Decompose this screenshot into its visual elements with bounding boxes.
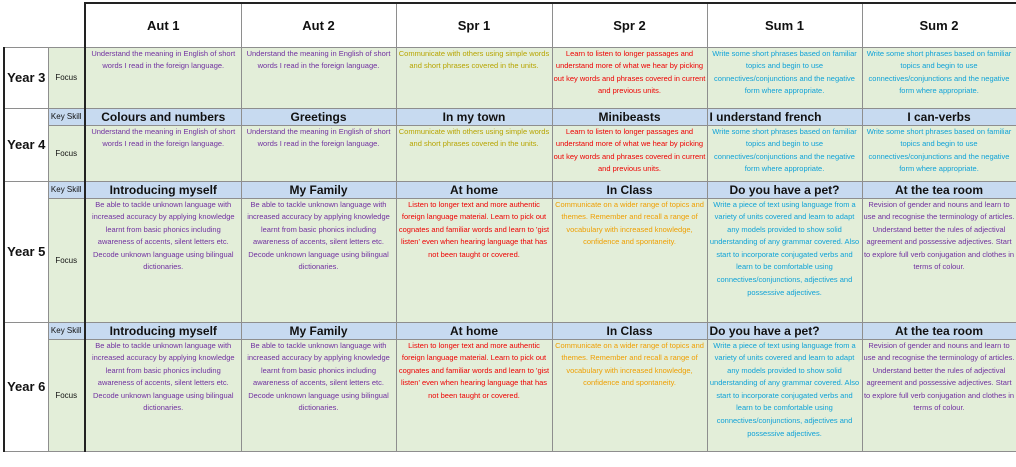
focus-cell: Write some short phrases based on familiar topics and begin to use connectives/conjunctions and the negative form where appropriate. xyxy=(707,47,862,108)
key-skill-cell: At the tea room xyxy=(862,322,1016,339)
key-skill-cell: At home xyxy=(396,181,552,198)
key-skill-cell: Do you have a pet? xyxy=(707,322,862,339)
key-skill-label: Key Skill xyxy=(48,322,85,339)
focus-cell: Understand the meaning in English of short words I read in the foreign language. xyxy=(85,125,241,181)
key-skill-label: Key Skill xyxy=(48,108,85,125)
year5-focus-row xyxy=(4,198,1016,322)
focus-cell: Understand the meaning in English of short words I read in the foreign language. xyxy=(85,47,241,108)
key-skill-cell: In Class xyxy=(552,322,707,339)
key-skill-cell: Do you have a pet? xyxy=(707,181,862,198)
year-label: Year 5 xyxy=(4,181,48,322)
year4-key-skill-row xyxy=(4,108,1016,125)
focus-cell: Revision of gender and nouns and learn to use and recognise the terminology of articles. Understand better the rules of adjectival agreement and possessive adjectives. Start to explore full verb conjugation and clothes in terms of colour. xyxy=(862,339,1016,451)
focus-cell: Communicate with others using simple words and short phrases covered in the units. xyxy=(396,125,552,181)
key-skill-cell: Greetings xyxy=(241,108,396,125)
column-header-aut1: Aut 1 xyxy=(85,3,241,47)
key-skill-cell: At home xyxy=(396,322,552,339)
focus-cell: Communicate on a wider range of topics and themes. Remember and recall a range of vocabulary with increased knowledge, confidence and spontaneity. xyxy=(552,198,707,322)
key-skill-cell: Colours and numbers xyxy=(85,108,241,125)
key-skill-cell: Introducing myself xyxy=(85,322,241,339)
year-label: Year 4 xyxy=(4,108,48,181)
focus-label: Focus xyxy=(48,47,85,108)
year6-focus-row xyxy=(4,339,1016,451)
year6-key-skill-row xyxy=(4,322,1016,339)
focus-cell: Be able to tackle unknown language with increased accuracy by applying knowledge learnt from basic phonics including awareness of accents, silent letters etc. Decode unknown language using bilingual dictionaries. xyxy=(241,198,396,322)
column-header-sum2: Sum 2 xyxy=(862,3,1016,47)
focus-cell: Understand the meaning in English of short words I read in the foreign language. xyxy=(241,47,396,108)
year-label: Year 3 xyxy=(4,47,48,108)
focus-cell: Be able to tackle unknown language with increased accuracy by applying knowledge learnt from basic phonics including awareness of accents, silent letters etc. Decode unknown language using bilingual dictionaries. xyxy=(85,198,241,322)
header-row xyxy=(4,3,1016,47)
key-skill-cell: I understand french xyxy=(707,108,862,125)
focus-cell: Communicate on a wider range of topics and themes. Remember and recall a range of vocabulary with increased knowledge, confidence and spontaneity. xyxy=(552,339,707,451)
key-skill-cell: Introducing myself xyxy=(85,181,241,198)
focus-cell: Learn to listen to longer passages and understand more of what we hear by picking out key words and phrases covered in current and previous units. xyxy=(552,47,707,108)
focus-cell: Be able to tackle unknown language with increased accuracy by applying knowledge learnt from basic phonics including awareness of accents, silent letters etc. Decode unknown language using bilingual dictionaries. xyxy=(85,339,241,451)
column-header-spr1: Spr 1 xyxy=(396,3,552,47)
year3-focus-row xyxy=(4,47,1016,108)
column-header-aut2: Aut 2 xyxy=(241,3,396,47)
focus-cell: Write a piece of text using language from a variety of units covered and learn to adapt any models provided to show solid understanding of any grammar covered. Also start to incorporate conjugated verbs and learn to be comfortable using connectives/conjunctions, adjectives and possessive adjectives. xyxy=(707,198,862,322)
focus-label: Focus xyxy=(48,339,85,451)
focus-cell: Communicate with others using simple words and short phrases covered in the units. xyxy=(396,47,552,108)
key-skill-cell: I can-verbs xyxy=(862,108,1016,125)
key-skill-cell: My Family xyxy=(241,181,396,198)
focus-cell: Understand the meaning in English of short words I read in the foreign language. xyxy=(241,125,396,181)
focus-cell: Listen to longer text and more authentic foreign language material. Learn to pick out cognates and familiar words and learn to 'gist listen' even when hearing language that has not been taught or covered. xyxy=(396,198,552,322)
key-skill-cell: Minibeasts xyxy=(552,108,707,125)
focus-cell: Write a piece of text using language from a variety of units covered and learn to adapt any models provided to show solid understanding of any grammar covered. Also start to incorporate conjugated verbs and learn to be comfortable using connectives/conjunctions, adjectives and possessive adjectives. xyxy=(707,339,862,451)
curriculum-table xyxy=(3,2,1016,452)
focus-cell: Write some short phrases based on familiar topics and begin to use connectives/conjunctions and the negative form where appropriate. xyxy=(862,47,1016,108)
focus-cell: Write some short phrases based on familiar topics and begin to use connectives/conjunctions and the negative form where appropriate. xyxy=(707,125,862,181)
focus-cell: Write some short phrases based on familiar topics and begin to use connectives/conjunctions and the negative form where appropriate. xyxy=(862,125,1016,181)
focus-label: Focus xyxy=(48,198,85,322)
column-header-sum1: Sum 1 xyxy=(707,3,862,47)
focus-cell: Revision of gender and nouns and learn to use and recognise the terminology of articles. Understand better the rules of adjectival agreement and possessive adjectives. Start to explore full verb conjugation and clothes in terms of colour. xyxy=(862,198,1016,322)
focus-cell: Be able to tackle unknown language with increased accuracy by applying knowledge learnt from basic phonics including awareness of accents, silent letters etc. Decode unknown language using bilingual dictionaries. xyxy=(241,339,396,451)
key-skill-cell: In Class xyxy=(552,181,707,198)
key-skill-label: Key Skill xyxy=(48,181,85,198)
corner-cell xyxy=(4,3,85,47)
key-skill-cell: In my town xyxy=(396,108,552,125)
year-label: Year 6 xyxy=(4,322,48,451)
year4-focus-row xyxy=(4,125,1016,181)
key-skill-cell: My Family xyxy=(241,322,396,339)
year5-key-skill-row xyxy=(4,181,1016,198)
focus-cell: Listen to longer text and more authentic foreign language material. Learn to pick out cognates and familiar words and learn to 'gist listen' even when hearing language that has not been taught or covered. xyxy=(396,339,552,451)
focus-cell: Learn to listen to longer passages and understand more of what we hear by picking out key words and phrases covered in current and previous units. xyxy=(552,125,707,181)
key-skill-cell: At the tea room xyxy=(862,181,1016,198)
focus-label: Focus xyxy=(48,125,85,181)
column-header-spr2: Spr 2 xyxy=(552,3,707,47)
